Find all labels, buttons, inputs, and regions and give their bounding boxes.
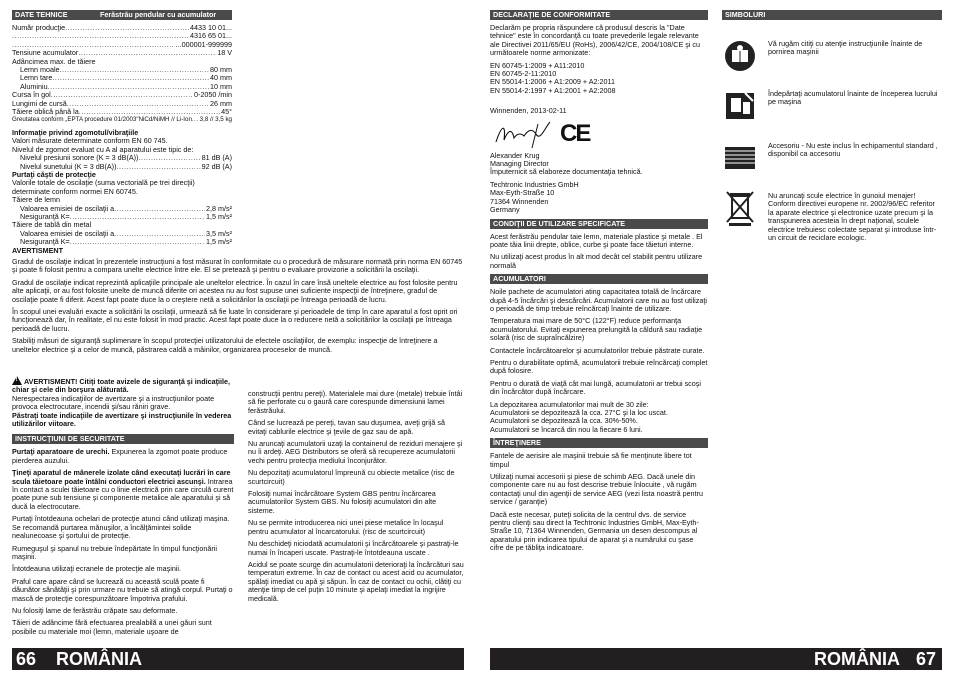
page-language-left: ROMÂNIA xyxy=(52,648,146,670)
safety-item: Nu se permite introducerea nici unei piese metalice în locaşul pentru acumulator al încarcatorului. (risc de scurtcircuit) xyxy=(248,518,444,536)
spec-label: Valoarea emisiei de oscilaţii a xyxy=(20,229,115,238)
conditions-text: Nu utilizaţi acest produs în alt mod decât cel stabilit pentru utilizare normală xyxy=(490,252,703,270)
symbol-item xyxy=(722,190,942,242)
safety-item: Rumeguşul şi spanul nu trebuie îndepărtate în timpul funcţionării maşinii. xyxy=(12,543,217,561)
spec-label: Nesiguranţă K= xyxy=(20,238,70,247)
safety-item: Nu depozitaţi acumulatorul împreună cu obiecte metalice (risc de scurtcircuit) xyxy=(248,468,455,486)
vib-line: Valorile totale de oscilaţie (suma vectorială pe trei direcţii) xyxy=(12,178,195,188)
tech-header-product: Ferăstrău pendular cu acumulator xyxy=(100,10,217,19)
spec-row xyxy=(12,74,232,82)
symbol-item xyxy=(722,88,942,124)
acc-paragraph: Pentru o durabilitate optimă, acumulatorii trebuie reîncărcaţi complet după folosire. xyxy=(490,357,708,376)
vib-title: Purtaţi căşti de protecţie xyxy=(12,169,96,179)
leader-dots xyxy=(48,83,209,91)
warning-keep: Păstraţi toate indicaţiile de avertizare şi instrucţiunile în vederea utilizărilor viitoare. xyxy=(12,410,232,429)
leader-dots xyxy=(52,74,209,82)
address-line: Max-Eyth-Straße 10 xyxy=(490,188,555,198)
authorization: Împuternicit să elaboreze documentaţia tehnică. xyxy=(490,167,643,177)
declaration-text: Declarăm pe propria răspundere că produsul descris la "Date tehnice" este în concordanţă cu toate prevederile legale relevante ale Directivei 2011/65/EU (RoHs), 2006/42/CE, 2004/108/CE şi cu următoarele norme armonizate: xyxy=(490,23,701,58)
page-number-left: 66 xyxy=(16,649,37,669)
spec-row xyxy=(12,230,232,238)
leader-dots xyxy=(192,116,199,124)
avert-label: AVERTISMENT xyxy=(12,245,63,255)
leader-dots xyxy=(79,108,220,116)
leader-dots xyxy=(116,163,200,171)
safety-item: Purtaţi aparatoare de urechi. Expunerea la zgomot poate produce pierderea auzului. xyxy=(12,447,228,465)
spec-row xyxy=(12,83,232,91)
symbol-text: Vă rugăm citiţi cu atenţie instrucţiunile înainte de pornirea maşinii xyxy=(768,39,923,57)
vib-paragraph: Gradul de oscilaţie indicat în prezentele instrucţiuni a fost măsurat în conformitate cu o procedură de măsurare normată prin norma EN 60745 şi poate fi folosit pentru a compara unelte electrice între ele. El se pretează şi pentru o evaluare provizorie a solicitării la oscilaţii. xyxy=(12,257,463,275)
acc-paragraph: La depozitarea acumulatorilor mai mult de 30 zile: Acumulatorii se depozitează la cca. 27°C şi la loc uscat. Acumulatorii se depozitează la cca. 30%-50%. Acumulatorii se încarcă din nou la fiecare 6 luni. xyxy=(490,399,668,434)
tech-header-title: DATE TEHNICE xyxy=(15,10,68,19)
spec-label: Greutatea conform „EPTA procedure 01/2003"NiCd/NiMH // Li-Ion xyxy=(12,116,192,124)
leader-dots xyxy=(114,205,205,213)
declaration-place-date: Winnenden, 2013-02-11 xyxy=(490,106,567,116)
spec-label: Nivelul sunetului (K = 3 dB(A)) xyxy=(20,162,117,171)
spec-row xyxy=(12,205,232,213)
spec-value: 40 mm xyxy=(210,74,232,83)
spec-value: 10 mm xyxy=(210,82,232,91)
symbols-header: SIMBOLURI xyxy=(722,10,942,20)
safety-item: Nu deschideţi niciodată acumulatorii şi încărcătoarele şi pastraţi-le numai în încaperi uscate. Pastraţi-le întotdeauna uscate . xyxy=(248,539,459,557)
tech-column xyxy=(12,10,314,255)
norm-line: EN 60745-2-11:2010 xyxy=(490,69,557,79)
warning-triangle-icon xyxy=(12,376,22,385)
leader-dots xyxy=(138,154,200,162)
spec-label: Lungimi de cursă xyxy=(12,99,67,108)
spec-label: Nivelul presiunii sonore (K = 3 dB(A)) xyxy=(20,154,139,163)
symbol-item xyxy=(722,140,942,176)
maint-paragraph: Utilizaţi numai accesorii şi piese de schimb AEG. Dacă unele din componente care nu au fost descrise trebuie înlocuite , vă rugăm contactaţi unul din agenţii de service AEG (vezi lista noastră pentru service / garanţie) xyxy=(490,472,703,507)
warning-title: !AVERTISMENT! Citiţi toate avizele de siguranţă şi indicaţiile, chiar şi cele din borşura alăturată. xyxy=(12,376,234,395)
tech-header xyxy=(12,10,314,20)
spec-row xyxy=(12,58,232,66)
safety-column-2 xyxy=(248,390,464,607)
leader-dots xyxy=(51,91,193,99)
conditions-header: CONDIŢII DE UTILIZARE SPECIFICATE xyxy=(490,219,708,229)
noise-line: Nivelul de zgomot evaluat cu A al aparatului este tipic de: xyxy=(12,144,194,154)
spec-value: 4433 10 01... xyxy=(190,24,232,32)
vib-line: determinate conform normei EN 60745. xyxy=(12,186,138,196)
safety-item: Purtaţi întotdeauna ochelari de protecţie atunci când utilizaţi maşina. Se recomandă purtarea mănuşilor, a încălţămintei solide nealunecoase şi şortului de protecţie. xyxy=(12,514,230,541)
vib-metal: Tăiere de tablă din metal xyxy=(12,220,92,230)
norm-line: EN 60745-1:2009 + A11:2010 xyxy=(490,60,585,70)
spec-row xyxy=(12,100,232,108)
signature-area xyxy=(490,116,708,152)
spec-label: Număr producţie xyxy=(12,24,66,32)
weee-bin-icon xyxy=(722,190,758,226)
leader-dots xyxy=(12,32,189,40)
acc-paragraph: Temperatura mai mare de 50°C (122°F) reduce performanţa acumulatorului. Evitaţi expunerea prelungită la căldură sau radiaţie solară (risc de supraîncălzire) xyxy=(490,316,703,343)
signature-icon xyxy=(492,120,552,150)
spec-row xyxy=(12,32,232,40)
safety-item: Acidul se poate scurge din acumulatorii deterioraţi la încărcături sau temperaturi extreme. În caz de contact cu acest acid cu acumulator, spălaţi imediat cu apă şi săpun. În caz de contact cu ochii, clătiţi cu atenţie timp de cel puţin 10 minute şi apelaţi imediat la ingrijire medicală. xyxy=(248,559,464,603)
vib-paragraph: Stabiliţi măsuri de siguranţă suplimenare în scopul protecţiei utilizatorului de efectele oscilaţiilor, de exemplu: inspecţie de întreţinere a uneltelor electrice şi a celor de muncă, păstrarea caldă a mâinilor, organizarea proceselor de muncă. xyxy=(12,336,438,354)
spec-row xyxy=(12,154,232,162)
spec-label: Valoarea emisiei de oscilaţii a xyxy=(20,204,115,213)
spec-row xyxy=(12,41,232,49)
safety-item: Nu folosiţi lame de ferăstrău crăpate sau deformate. xyxy=(12,605,178,615)
acc-paragraph: Contactele încărcătoarelor şi acumulatorilor trebuie păstrate curate. xyxy=(490,345,705,355)
norm-line: EN 55014-2:1997 + A1:2001 + A2:2008 xyxy=(490,85,616,95)
spec-label: Tensiune acumulator xyxy=(12,49,79,58)
footer-left xyxy=(12,648,464,670)
safety-item: Nu aruncaţi acumulatorii uzaţi la containerul de reziduri menajere şi nu îi ardeţi. AEG Distributors se oferă să recupereze acumulatorii vechi pentru protecţia mediului înconjurător. xyxy=(248,439,463,465)
declaration-column xyxy=(490,10,708,557)
spec-label: Tăiere oblică până la xyxy=(12,108,79,117)
spec-value: 92 dB (A) xyxy=(201,162,232,171)
spec-label: Lemn moale xyxy=(20,66,60,75)
safety-header: INSTRUCŢIUNI DE SECURITATE xyxy=(12,434,234,444)
spec-value: 26 mm xyxy=(210,99,232,108)
safety-item: Tăieri de adâncime fără efectuarea prealabilă a unei găuri sunt posibile cu materiale moi (lemn, materiale uşoare de xyxy=(12,618,212,636)
safety-item: Ţineţi aparatul de mânerele izolate când executaţi lucrări în care scula tăietoare poate întâlni conductori electrici ascunşi. Intrarea în contact a sculei tăietoare cu o linie electrică prin care circulă curent poate pune sub tensiune şi componente metalice ale aparatului şi să ducă la electrocutare. xyxy=(12,468,234,511)
leader-dots xyxy=(60,66,209,74)
leader-dots xyxy=(12,41,175,49)
spec-row xyxy=(12,91,232,99)
spec-label: Lemn tare xyxy=(20,74,53,83)
address-line: 71364 Winnenden xyxy=(490,196,549,206)
vib-paragraph: În scopul unei evaluări exacte a solicitării la oscilaţii, urmează să fie luate în considerare şi perioadele de timp în care aparatul a fost oprit ori funcţionează dar, în realitate, el nu este folosit în mod practic. Acest fapt poate duce la o reducere netă a solicitărilor la oscilaţii pe întreaga perioadă de lucru. xyxy=(12,307,458,333)
spec-value: 45° xyxy=(221,108,232,117)
spec-value: 1,5 m/s² xyxy=(206,238,232,247)
maint-paragraph: Fantele de aerisire ale maşinii trebuie să fie menţinute libere tot timpul xyxy=(490,451,692,469)
ce-mark-icon: CE xyxy=(560,119,590,147)
page-number-right: 67 xyxy=(915,649,936,669)
page-language-right: ROMÂNIA xyxy=(810,648,904,670)
spec-value: 3,8 // 3,5 kg xyxy=(199,116,232,124)
spec-value: 80 mm xyxy=(210,66,232,75)
safety-item: Praful care apare când se lucrează cu această sculă poate fi dăunător sănătăţii şi prin urmare nu trebuie să atingă corpul. Purtaţi o mască de protecţie corespunzătoare împotriva prafului. xyxy=(12,576,233,603)
norm-line: EN 55014-1:2006 + A1:2009 + A2:2011 xyxy=(490,77,615,87)
spec-value: 2,8 m/s² xyxy=(206,204,232,213)
leader-dots xyxy=(67,100,209,108)
accessory-icon xyxy=(722,140,758,176)
signer-name: Alexander Krug xyxy=(490,150,540,160)
leader-dots xyxy=(65,24,189,32)
maintenance-header: ÎNTREŢINERE xyxy=(490,438,708,448)
noise-list xyxy=(12,154,232,171)
vibration-text xyxy=(12,258,464,358)
read-manual-icon xyxy=(722,38,758,74)
acc-paragraph: Pentru o durată de viaţă cât mai lungă, acumulatorii ar trebui scoşi din încărcător după încărcare. xyxy=(490,378,701,397)
spec-row xyxy=(12,116,232,124)
vib-paragraph: Gradul de oscilaţie indicat reprezintă aplicaţiile principale ale uneltelor electrice. În cazul în care însă uneltele electrice au fost folosite pentru alte aplicaţii, or au fost folosite unelte de muncă diferite ori acestea nu au fost supuse unei suficiente inspecţii de întreţinere, gradul de oscilaţie poate fi diferit. Acest fapt poate duce la o creştere netă a solicitărilor la oscilaţii pe întreaga perioadă de lucru. xyxy=(12,277,458,304)
safety-item: construcţii pentru pereţi). Materialele mai dure (metale) trebuie întâi să fie perforate cu o gaură care corespunde dimensiunii lamei ferăstrăului. xyxy=(248,389,463,415)
tech-spec-list xyxy=(12,24,232,125)
spec-value: ...000001-999999 xyxy=(175,40,232,49)
maint-paragraph: Dacă este necesar, puteţi solicita de la centrul dvs. de service pentru clienţi sau direct la Techtronic Industries GmbH, Max-Eyth-Straße 10, 71364 Winnenden, Germania un desen descompus al aparatului prin indicarea tipului de aparat şi a numărului cu şase cifre de pe tăbliţa indicatoare. xyxy=(490,509,699,553)
spec-label: Adâncimea max. de tăiere xyxy=(12,56,96,66)
spec-value: 0-2050 /min xyxy=(194,91,232,100)
noise-line: Valori măsurate determinate conform EN 60 745. xyxy=(12,136,168,146)
spec-value: 1,5 m/s² xyxy=(206,212,232,221)
spec-label: Cursa în gol xyxy=(12,91,51,100)
footer-right xyxy=(490,648,942,670)
spec-row xyxy=(12,66,232,74)
spec-value: 3,5 m/s² xyxy=(206,229,232,238)
vib-metal-list xyxy=(12,230,232,247)
symbol-text: Îndepărtaţi acumulatorul înainte de începerea lucrului pe maşina xyxy=(768,89,938,107)
acc-paragraph: Noile pachete de acumulatori ating capacitatea totală de încărcare după 4-5 încărcări şi descărcări. Acumulatorii care nu au fost utilizaţi o perioadă de timp trebuie reîncărcaţi înainte de utilizare. xyxy=(490,287,707,313)
remove-battery-icon xyxy=(722,88,758,124)
warning-text: Nerespectarea indicaţiilor de avertizare şi a instrucţiunilor poate provoca electrocutare, incendii şi/sau răniri grave. xyxy=(12,393,215,412)
safety-item: Folosiţi numai încărcătoare System GBS pentru încărcarea acumulatorilor System GBS. Nu folosiţi acumulatori din alte sisteme. xyxy=(248,489,437,515)
symbol-text: Accesoriu - Nu este inclus în echipamentul standard , disponibil ca accesoriu xyxy=(768,141,938,159)
spec-label: Aluminiu xyxy=(20,82,48,91)
symbol-item xyxy=(722,38,942,74)
address-line: Techtronic Industries GmbH xyxy=(490,179,579,189)
tech-header-model: BST 18 X xyxy=(282,10,314,19)
signer-role: Managing Director xyxy=(490,159,549,169)
spec-row xyxy=(12,108,232,116)
leader-dots xyxy=(78,49,216,57)
accumulators-header: ACUMULATORI xyxy=(490,274,708,284)
spec-value: 81 dB (A) xyxy=(201,154,232,163)
safety-item: Întotdeauna utilizaţi ecranele de protecţie ale maşinii. xyxy=(12,564,182,574)
address-line: Germany xyxy=(490,205,520,215)
spec-value: 18 V xyxy=(217,49,232,58)
spec-row xyxy=(12,24,232,32)
noise-title: Informaţie privind zgomotul/vibraţiile xyxy=(12,127,139,137)
leader-dots xyxy=(114,230,205,238)
safety-item: Când se lucrează pe pereţi, tavan sau duşumea, aveţi grijă să evitaţi cablurile electrice şi ţevile de gaz sau de apă. xyxy=(248,418,445,436)
leader-dots xyxy=(70,238,205,246)
spec-value: 4316 65 01... xyxy=(190,32,232,41)
symbol-text: Nu aruncaţi scule electrice în gunoiul menajer! Conform directivei europene nr. 2002/96/EC referitor la aparate electrice şi electronice uzate precum şi la transpunerea acesteia în drept naţional, sculele electrice trebuiesc colectate separat şi introduse într-un circuit de reciclare ecologic. xyxy=(768,191,937,243)
symbols-column xyxy=(722,10,942,252)
spec-label: Nesiguranţă K= xyxy=(20,212,70,221)
declaration-header: DECLARAŢIE DE CONFORMITATE xyxy=(490,10,708,20)
vib-wood-list xyxy=(12,205,232,222)
conditions-text: Acest ferăstrău pendular taie lemn, materiale plastice şi metale . El poate tăia linii drepte, oblice, curbe şi poate face tăieturi interne. xyxy=(490,231,703,249)
safety-column xyxy=(12,376,234,640)
vib-wood: Tăiere de lemn xyxy=(12,195,60,205)
